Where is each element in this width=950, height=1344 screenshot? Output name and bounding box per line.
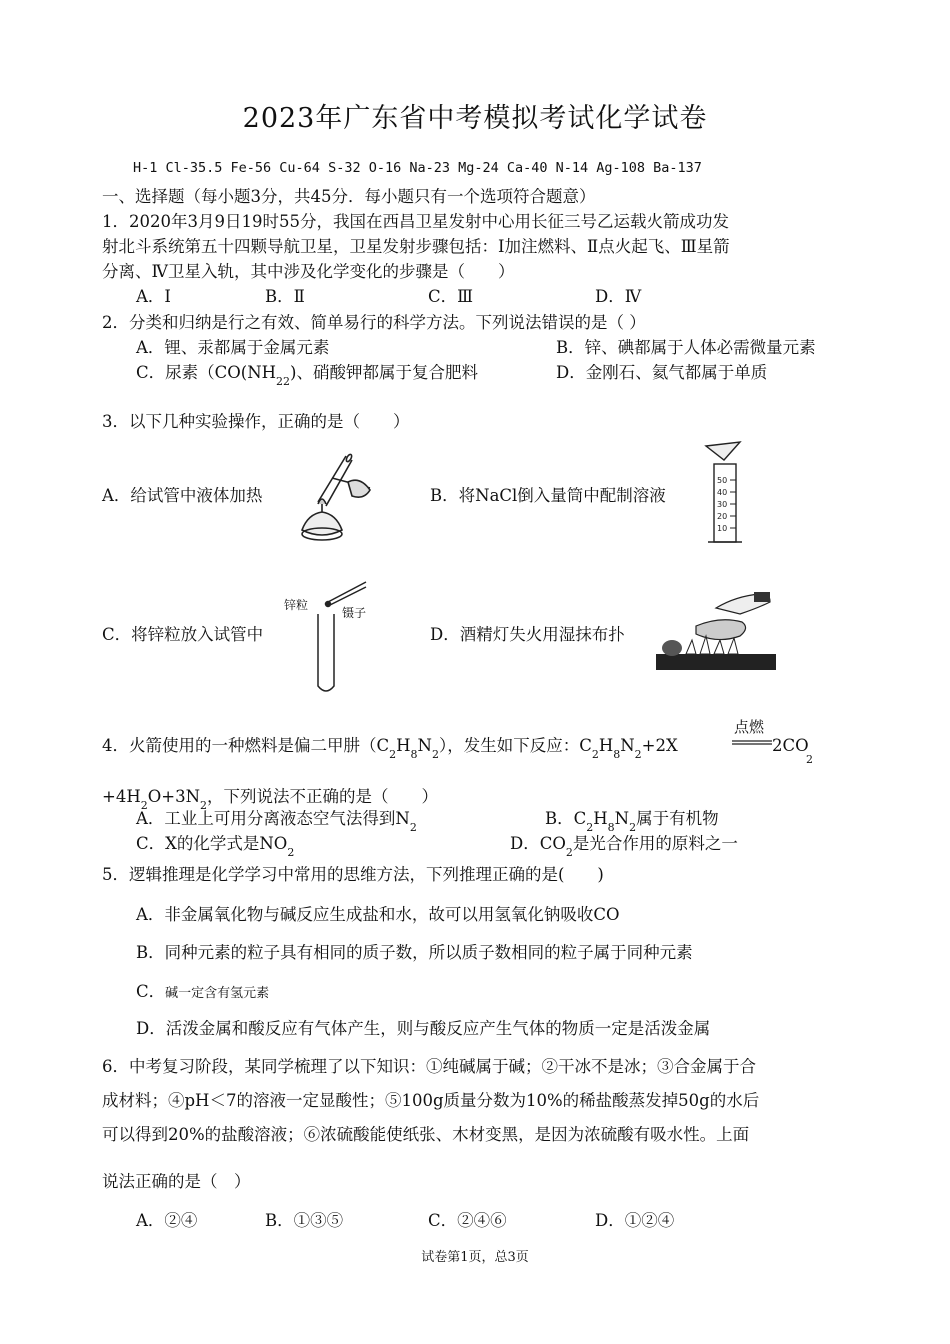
graduated-cylinder-figure — [700, 440, 750, 550]
reaction-condition: 点燃 — [734, 718, 765, 736]
q2-stem: 2．分类和归纳是行之有效、简单易行的科学方法。下列说法错误的是（ ） — [102, 313, 646, 332]
q5-stem: 5．逻辑推理是化学学习中常用的思维方法，下列推理正确的是( ) — [102, 865, 604, 884]
q4-option-d: D．$CO_2$是光合作用的原料之一 — [510, 834, 738, 859]
cylinder-tick-label: 20 — [717, 512, 728, 521]
q4-product-sub: 2 — [806, 753, 813, 766]
q2-option-a: A．锂、汞都属于金属元素 — [136, 338, 330, 357]
q6-line3: 可以得到20%的盐酸溶液；⑥浓硫酸能使纸张、木材变黑，是因为浓硫酸有吸水性。上面 — [102, 1125, 750, 1144]
q6-line4: 说法正确的是（ ） — [102, 1172, 251, 1191]
q4-product: 2CO — [772, 736, 809, 755]
q3-option-a: A．给试管中液体加热 — [102, 486, 263, 505]
q1-option-b: B．Ⅱ — [265, 287, 305, 306]
q1-line3: 分离、Ⅳ卫星入轨，其中涉及化学变化的步骤是（ ） — [102, 262, 515, 281]
q5-option-d: D．活泼金属和酸反应有气体产生，则与酸反应产生气体的物质一定是活泼金属 — [136, 1019, 711, 1038]
q3-option-c: C．将锌粒放入试管中 — [102, 625, 264, 644]
zinc-label: 锌粒 — [284, 598, 309, 612]
q1-option-d: D．Ⅳ — [595, 287, 642, 306]
q4-option-a: A．工业上可用分离液态空气法得到$N_2$ — [136, 809, 417, 834]
q5-option-c: C．碱一定含有氢元素 — [136, 982, 270, 1001]
tweezers-label: 镊子 — [342, 606, 367, 620]
cylinder-tick-label: 40 — [717, 488, 728, 497]
q4-option-b: B．$C_2H_8N_2$属于有机物 — [545, 809, 719, 834]
q1-line1: 1．2020年3月9日19时55分，我国在西昌卫星发射中心用长征三号乙运载火箭成功发 — [102, 212, 729, 231]
page-footer: 试卷第1页，总3页 — [421, 1250, 529, 1265]
q4-line2: $+4H_2O+3N_2$，下列说法不正确的是（ ） — [102, 787, 439, 812]
q6-option-c: C．②④⑥ — [428, 1211, 507, 1230]
cylinder-tick-label: 30 — [717, 500, 728, 509]
q6-line2: 成材料；④pH＜7的溶液一定显酸性；⑤100g质量分数为10%的稀盐酸蒸发掉50g的水后 — [102, 1091, 760, 1110]
q5-option-a: A．非金属氧化物与碱反应生成盐和水，故可以用氢氧化钠吸收CO — [136, 905, 620, 924]
q2-option-c: C．尿素（$CO(NH_{22})$、硝酸钾都属于复合肥料 — [136, 363, 478, 388]
q3-option-d: D．酒精灯失火用湿抹布扑 — [430, 625, 625, 644]
q2-option-b: B．锌、碘都属于人体必需微量元素 — [556, 338, 816, 357]
q6-option-a: A．②④ — [136, 1211, 198, 1230]
q3-stem: 3．以下几种实验操作，正确的是（ ） — [102, 412, 410, 431]
q1-option-c: C．Ⅲ — [428, 287, 474, 306]
q2-option-d: D．金刚石、氦气都属于单质 — [556, 363, 768, 382]
q6-option-b: B．①③⑤ — [265, 1211, 344, 1230]
reaction-arrow — [732, 740, 772, 746]
exam-title: 2023年广东省中考模拟考试化学试卷 — [242, 103, 708, 134]
q4-line1: 4．火箭使用的一种燃料是偏二甲肼$(C_2H_8N_2)$，发生如下反应：$C_2H_8N_2+2X$ — [102, 736, 678, 761]
q4-option-c: C．X的化学式是$NO_2$ — [136, 834, 295, 859]
cylinder-tick-label: 10 — [717, 524, 728, 533]
q3-option-b: B．将NaCl倒入量筒中配制溶液 — [430, 486, 666, 505]
q1-line2: 射北斗系统第五十四颗导航卫星，卫星发射步骤包括：Ⅰ加注燃料、Ⅱ点火起飞、Ⅲ星箭 — [102, 237, 730, 256]
atomic-masses: H-1 Cl-35.5 Fe-56 Cu-64 S-32 O-16 Na-23 Mg-24 Ca-40 N-14 Ag-108 Ba-137 — [133, 160, 702, 176]
section-heading: 一、选择题（每小题3分，共45分．每小题只有一个选项符合题意） — [102, 187, 596, 206]
q6-line1: 6．中考复习阶段，某同学梳理了以下知识：①纯碱属于碱；②干冰不是冰；③合金属于合 — [102, 1057, 756, 1076]
alcohol-lamp-fire-figure — [656, 588, 776, 680]
cylinder-tick-label: 50 — [717, 476, 728, 485]
q6-option-d: D．①②④ — [595, 1211, 675, 1230]
q1-option-a: A．Ⅰ — [136, 287, 171, 306]
zinc-test-tube-figure — [310, 578, 370, 698]
test-tube-heating-figure — [288, 452, 378, 547]
q5-option-b: B．同种元素的粒子具有相同的质子数，所以质子数相同的粒子属于同种元素 — [136, 943, 693, 962]
